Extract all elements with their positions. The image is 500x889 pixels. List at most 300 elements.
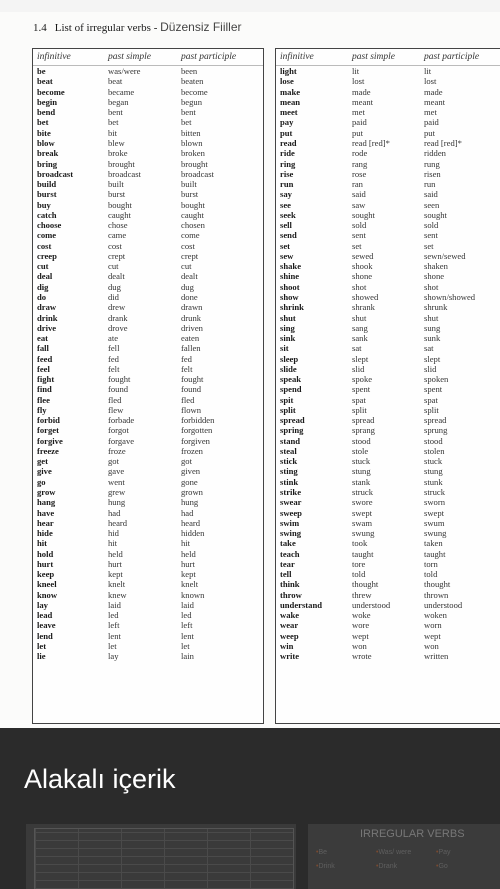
table-row [276, 548, 500, 558]
verb-past-participle: broadcast [181, 168, 214, 179]
verb-infinitive: lay [37, 599, 48, 610]
verb-past-participle: swum [424, 517, 445, 528]
table-row [276, 271, 500, 281]
verb-infinitive: eat [37, 333, 48, 344]
verb-past-participle: met [424, 107, 437, 118]
verb-infinitive: see [280, 199, 291, 210]
verb-past-simple: shook [352, 261, 373, 272]
header-past-participle: past participle [181, 52, 237, 62]
table-row [33, 610, 263, 620]
header-infinitive: infinitive [37, 52, 71, 62]
verb-past-simple: went [108, 476, 125, 487]
verb-infinitive: keep [37, 569, 55, 580]
verb-infinitive: come [37, 230, 57, 241]
section-number: 1.4 [33, 22, 47, 34]
table-row [33, 261, 263, 271]
verb-past-simple: made [352, 86, 371, 97]
table-row [276, 230, 500, 240]
verb-infinitive: speak [280, 374, 302, 385]
verb-infinitive: show [280, 291, 299, 302]
related-thumbnail-1[interactable] [26, 824, 296, 889]
verb-past-participle: become [181, 86, 208, 97]
verb-infinitive: hide [37, 528, 53, 539]
verb-past-simple: shrank [352, 302, 375, 313]
table-row [33, 230, 263, 240]
verb-infinitive: hurt [37, 558, 54, 569]
verb-infinitive: sing [280, 322, 295, 333]
verb-infinitive: cut [37, 261, 49, 272]
verb-past-simple: told [352, 569, 366, 580]
header-past-participle: past participle [424, 52, 480, 62]
verb-infinitive: shake [280, 261, 302, 272]
verb-past-simple: flew [108, 404, 124, 415]
verb-past-participle: torn [424, 558, 438, 569]
table-row [276, 425, 500, 435]
table-row [276, 415, 500, 425]
verb-past-simple: shone [352, 271, 373, 282]
verb-past-simple: sent [352, 230, 366, 241]
verb-past-participle: cut [181, 261, 192, 272]
verb-past-simple: let [108, 641, 117, 651]
verb-past-participle: hung [181, 497, 199, 508]
thumbnail-word: • Go [436, 860, 496, 874]
verb-past-participle: held [181, 548, 196, 559]
verb-past-participle: stolen [424, 445, 445, 456]
verb-infinitive: think [280, 579, 300, 590]
verb-infinitive: spend [280, 384, 302, 395]
verb-infinitive: sit [280, 343, 289, 354]
verb-past-simple: meant [352, 96, 373, 107]
table-row [33, 528, 263, 538]
verb-past-simple: stank [352, 476, 371, 487]
table-row [276, 128, 500, 138]
verb-past-simple: slid [352, 363, 365, 374]
verb-past-simple: shot [352, 281, 367, 292]
verb-past-participle: stung [424, 466, 443, 477]
verb-past-participle: fallen [181, 343, 201, 354]
table-row [276, 456, 500, 466]
verb-infinitive: forget [37, 425, 59, 436]
verb-infinitive: burst [37, 189, 57, 200]
verb-infinitive: teach [280, 548, 300, 559]
table-row [33, 107, 263, 117]
verb-past-simple: brought [108, 158, 135, 169]
verb-past-simple: hit [108, 538, 118, 549]
verb-infinitive: feel [37, 363, 50, 374]
table-row [33, 97, 263, 107]
table-row [276, 405, 500, 415]
thumbnail-word: • Was/ were [376, 846, 436, 860]
table-row [276, 199, 500, 209]
verb-past-participle: known [181, 589, 205, 600]
verb-past-participle: understood [424, 599, 463, 610]
section-title: List of irregular verbs - [54, 22, 161, 34]
verb-past-simple: bent [108, 107, 123, 118]
verb-past-simple: swore [352, 497, 373, 508]
verb-past-simple: taught [352, 548, 374, 559]
table-row [33, 456, 263, 466]
table-row [33, 477, 263, 487]
verb-past-simple: was/were [108, 66, 141, 77]
table-row [276, 395, 500, 405]
verb-past-participle: bought [181, 199, 205, 210]
table-row [33, 312, 263, 322]
verb-past-participle: wept [424, 630, 441, 641]
table-row [33, 66, 263, 76]
table-row [33, 353, 263, 363]
verb-past-simple: showed [352, 291, 379, 302]
verb-past-participle: hidden [181, 528, 205, 539]
verb-past-participle: stood [424, 435, 443, 446]
table-row [33, 220, 263, 230]
verb-infinitive: take [280, 538, 296, 549]
verb-infinitive: swing [280, 528, 302, 539]
table-row [33, 158, 263, 168]
page-heading [33, 20, 242, 38]
table-row [33, 487, 263, 497]
verb-past-simple: stood [352, 435, 371, 446]
table-row [276, 210, 500, 220]
verb-past-participle: broken [181, 148, 205, 159]
verb-past-simple: dug [108, 281, 121, 292]
table-row [33, 600, 263, 610]
table-row [33, 620, 263, 630]
verb-infinitive: bet [37, 117, 49, 128]
header-past-simple: past simple [352, 52, 396, 62]
table-row [276, 446, 500, 456]
verb-past-participle: got [181, 456, 192, 467]
verb-past-simple: had [108, 507, 121, 518]
table-row [33, 374, 263, 384]
verb-infinitive: buy [37, 199, 51, 210]
verb-infinitive: throw [280, 589, 302, 600]
verb-infinitive: wear [280, 620, 299, 631]
table-row [276, 117, 500, 127]
table-row [276, 487, 500, 497]
verb-past-simple: beat [108, 76, 123, 87]
verb-past-participle: shrunk [424, 302, 448, 313]
verb-past-simple: slept [352, 353, 369, 364]
document-page [0, 12, 500, 728]
header-infinitive: infinitive [280, 52, 314, 62]
verb-infinitive: seek [280, 209, 296, 220]
verb-past-simple: fought [108, 374, 131, 385]
verb-past-participle: built [181, 179, 197, 190]
verb-infinitive: hold [37, 548, 54, 559]
table-row [276, 641, 500, 651]
verb-past-simple: hung [108, 497, 126, 508]
verb-past-simple: got [108, 456, 119, 467]
verb-past-simple: rang [352, 158, 368, 169]
header-past-simple: past simple [108, 52, 152, 62]
verb-rows-left [33, 66, 263, 661]
table-row [33, 651, 263, 661]
verb-past-participle: bitten [181, 127, 201, 138]
verb-infinitive: drive [37, 322, 57, 333]
table-row [276, 251, 500, 261]
verb-infinitive: strike [280, 487, 302, 498]
verb-infinitive: lose [280, 76, 294, 87]
verb-past-simple: caught [108, 209, 131, 220]
verb-past-simple: held [108, 548, 123, 559]
table-row [276, 507, 500, 517]
table-row [33, 148, 263, 158]
verb-past-simple: fed [108, 353, 119, 364]
verb-infinitive: ring [280, 158, 296, 169]
table-row [33, 189, 263, 199]
verb-past-participle: shot [424, 281, 439, 292]
related-thumbnail-2[interactable] [308, 824, 500, 889]
table-row [276, 189, 500, 199]
table-row [33, 169, 263, 179]
verb-past-participle: eaten [181, 333, 200, 344]
verb-past-simple: spat [352, 394, 366, 405]
table-row [33, 128, 263, 138]
verb-past-simple: knew [108, 589, 127, 600]
verb-past-participle: set [424, 240, 434, 251]
verb-infinitive: ride [280, 148, 295, 159]
table-row [276, 466, 500, 476]
verb-past-participle: written [424, 651, 449, 662]
verb-infinitive: sleep [280, 353, 299, 364]
table-row [276, 241, 500, 251]
verb-past-participle: lent [181, 630, 194, 641]
verb-infinitive: make [280, 86, 301, 97]
verb-infinitive: slide [280, 363, 297, 374]
verb-past-simple: hurt [108, 558, 122, 569]
verb-past-participle: swept [424, 507, 445, 518]
table-row [276, 158, 500, 168]
verb-past-simple: lost [352, 76, 365, 87]
verb-past-participle: ridden [424, 148, 446, 159]
table-row [33, 179, 263, 189]
verb-infinitive: draw [37, 302, 57, 313]
verb-past-participle: flown [181, 404, 202, 415]
verb-past-participle: blown [181, 137, 203, 148]
thumbnail-title: IRREGULAR VERBS [360, 828, 465, 840]
related-content-section [0, 728, 500, 889]
verb-infinitive: fall [37, 343, 49, 354]
verb-infinitive: be [37, 66, 46, 77]
table-row [276, 220, 500, 230]
verb-rows-right [276, 66, 500, 661]
verb-infinitive: dig [37, 281, 49, 292]
table-row [276, 364, 500, 374]
verb-past-participle: come [181, 230, 200, 241]
table-row [33, 364, 263, 374]
verb-infinitive: rise [280, 168, 294, 179]
verb-past-simple: wept [352, 630, 369, 641]
verb-infinitive: have [37, 507, 55, 518]
table-row [33, 415, 263, 425]
verb-infinitive: bend [37, 107, 56, 118]
table-row [276, 600, 500, 610]
table-row [33, 631, 263, 641]
verb-past-simple: drew [108, 302, 126, 313]
thumbnail-word: • Drink [316, 860, 376, 874]
verb-past-simple: forgave [108, 435, 135, 446]
table-row [33, 282, 263, 292]
verb-past-participle: frozen [181, 445, 203, 456]
verb-past-simple: bit [108, 127, 118, 138]
verb-past-simple: found [108, 384, 129, 395]
verb-past-participle: dug [181, 281, 194, 292]
table-row [33, 446, 263, 456]
verb-past-participle: lost [424, 76, 437, 87]
table-row [276, 148, 500, 158]
thumbnail-table-preview [34, 828, 294, 889]
verb-past-participle: stuck [424, 456, 443, 467]
table-row [33, 117, 263, 127]
verb-past-participle: taken [424, 538, 443, 549]
verb-past-participle: brought [181, 158, 208, 169]
verb-infinitive: kneel [37, 579, 57, 590]
verb-past-simple: sewed [352, 250, 374, 261]
verb-past-participle: sat [424, 343, 434, 354]
verb-past-simple: spoke [352, 374, 373, 385]
verb-past-simple: felt [108, 363, 120, 374]
verb-past-participle: struck [424, 487, 446, 498]
verb-past-participle: bet [181, 117, 192, 128]
verb-past-participle: sold [424, 220, 439, 231]
verb-infinitive: wake [280, 610, 300, 621]
verb-past-participle: driven [181, 322, 203, 333]
verb-past-participle: felt [181, 363, 193, 374]
verb-infinitive: do [37, 291, 47, 302]
verb-infinitive: choose [37, 220, 62, 231]
table-row [33, 87, 263, 97]
table-row [33, 579, 263, 589]
table-row [33, 518, 263, 528]
verb-past-simple: forgot [108, 425, 129, 436]
section-title-translation: Düzensiz Fiiller [160, 20, 242, 34]
verb-infinitive: freeze [37, 445, 59, 456]
verb-infinitive: feed [37, 353, 53, 364]
table-row [276, 107, 500, 117]
table-row [276, 261, 500, 271]
verb-infinitive: swear [280, 497, 302, 508]
verb-infinitive: get [37, 456, 48, 467]
verb-past-participle: rung [424, 158, 440, 169]
verb-table-left [32, 48, 264, 724]
verb-infinitive: bring [37, 158, 58, 169]
verb-infinitive: forgive [37, 435, 63, 446]
verb-infinitive: hear [37, 517, 54, 528]
table-row [33, 333, 263, 343]
table-row [276, 590, 500, 600]
verb-past-participle: drunk [181, 312, 202, 323]
thumbnail-word: • Pay [436, 846, 496, 860]
table-row [33, 302, 263, 312]
verb-past-participle: gone [181, 476, 198, 487]
verb-infinitive: leave [37, 620, 56, 631]
verb-past-participle: bent [181, 107, 196, 118]
verb-past-participle: shaken [424, 261, 448, 272]
table-row [276, 87, 500, 97]
verb-past-participle: let [181, 641, 190, 651]
verb-past-simple: rose [352, 168, 367, 179]
verb-past-participle: slept [424, 353, 441, 364]
verb-past-participle: sprung [424, 425, 448, 436]
verb-past-simple: drove [108, 322, 128, 333]
table-row [33, 343, 263, 353]
verb-past-participle: run [424, 179, 436, 190]
verb-past-simple: swam [352, 517, 373, 528]
verb-infinitive: swim [280, 517, 300, 528]
verb-infinitive: cost [37, 240, 52, 251]
verb-infinitive: run [280, 179, 294, 190]
table-row [33, 466, 263, 476]
table-row [276, 528, 500, 538]
verb-infinitive: sink [280, 333, 296, 344]
verb-past-participle: found [181, 384, 202, 395]
verb-past-participle: drawn [181, 302, 203, 313]
verb-past-participle: read [red]* [424, 137, 462, 148]
verb-infinitive: set [280, 240, 291, 251]
verb-past-participle: done [181, 291, 198, 302]
verb-past-simple: paid [352, 117, 367, 128]
verb-past-simple: wrote [352, 651, 372, 662]
thumbnail-word: • Be [316, 846, 376, 860]
verb-past-participle: told [424, 569, 438, 580]
verb-infinitive: mean [280, 96, 301, 107]
verb-infinitive: lend [37, 630, 53, 641]
table-row [276, 651, 500, 661]
verb-past-simple: knelt [108, 579, 126, 590]
table-row [276, 569, 500, 579]
table-row [276, 353, 500, 363]
table-row [276, 302, 500, 312]
verb-past-simple: gave [108, 466, 125, 477]
verb-infinitive: steal [280, 445, 297, 456]
table-row [276, 282, 500, 292]
verb-infinitive: hit [37, 538, 48, 549]
verb-past-simple: sank [352, 333, 368, 344]
verb-past-simple: met [352, 107, 365, 118]
verb-past-simple: struck [352, 487, 374, 498]
table-row [276, 179, 500, 189]
verb-infinitive: hang [37, 497, 56, 508]
verb-infinitive: stink [280, 476, 299, 487]
verb-past-participle: had [181, 507, 194, 518]
verb-past-simple: split [352, 404, 367, 415]
verb-past-simple: rode [352, 148, 368, 159]
table-row [276, 323, 500, 333]
table-row [33, 241, 263, 251]
table-row [276, 343, 500, 353]
verb-infinitive: break [37, 148, 59, 159]
verb-past-simple: broke [108, 148, 128, 159]
verb-past-participle: forgiven [181, 435, 210, 446]
verb-infinitive: give [37, 466, 52, 477]
verb-infinitive: go [37, 476, 46, 487]
verb-infinitive: light [280, 66, 297, 77]
verb-infinitive: broadcast [37, 168, 74, 179]
verb-past-simple: blew [108, 137, 125, 148]
verb-past-simple: froze [108, 445, 126, 456]
table-row [33, 199, 263, 209]
verb-infinitive: sting [280, 466, 298, 477]
verb-past-participle: thrown [424, 589, 449, 600]
verb-past-simple: understood [352, 599, 391, 610]
table-row [33, 292, 263, 302]
verb-past-participle: shone [424, 271, 445, 282]
verb-past-participle: lain [181, 651, 194, 662]
verb-past-simple: built [108, 179, 124, 190]
table-row [33, 507, 263, 517]
table-row [276, 76, 500, 86]
verb-infinitive: read [280, 137, 297, 148]
